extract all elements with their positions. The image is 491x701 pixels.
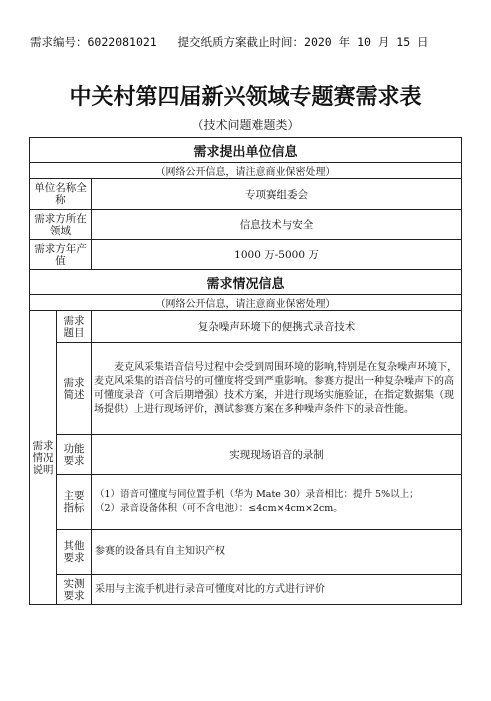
other-label: 其他要求 (57, 530, 92, 575)
summary-value: 麦克风采集语音信号过程中会受到周围环境的影响,特别是在复杂噪声环境下，麦克风采集的语音信号的可懂度将受到严重影响。参赛方提出一种复杂噪声下的高可懂度录音（可含后期增强）技术方案，并进行现场实施验证，在指定数据集（现场提供）上进行现场评价，测试参赛方案在多种噪声条件下的录音性能。 (92, 343, 462, 435)
table-row (30, 475, 462, 530)
function-label: 功能要求 (57, 435, 92, 475)
unit-section-title: 需求提出单位信息 (30, 138, 462, 163)
summary-label: 需求简述 (57, 343, 92, 435)
table-row (30, 240, 462, 270)
table-row (30, 435, 462, 475)
unit-name-value: 专项赛组委会 (92, 179, 462, 210)
page-title: 中关村第四届新兴领域专题赛需求表 (69, 85, 422, 110)
domain-label: 需求方所在领域 (30, 210, 92, 240)
indicator-value (92, 475, 462, 530)
unit-section-note: （网络公开信息，请注意商业保密处理） (30, 163, 462, 179)
table-row (30, 210, 462, 240)
test-label: 实测要求 (57, 575, 92, 605)
unit-section-title-row (30, 138, 462, 163)
demand-section-title: 需求情况信息 (30, 270, 462, 295)
deadline-label: 提交纸质方案截止时间： (177, 35, 305, 49)
demand-section-title-row (30, 270, 462, 295)
req-no-label: 需求编号： (30, 35, 88, 49)
demand-group-label: 需求情况说明 (30, 311, 57, 605)
output-label: 需求方年产值 (30, 240, 92, 270)
requirement-table (29, 137, 462, 605)
demand-section-note-row (30, 295, 462, 311)
unit-name-label: 单位名称全称 (30, 179, 92, 210)
indicator-label: 主要指标 (57, 475, 92, 530)
indicator-line-1: （1）语音可懂度与同位置手机（华为 Mate 30）录音相比：提升 5%以上； (95, 489, 419, 500)
output-value: 1000 万-5000 万 (92, 240, 462, 270)
domain-value: 信息技术与安全 (92, 210, 462, 240)
table-row (30, 530, 462, 575)
other-value: 参赛的设备具有自主知识产权 (92, 530, 462, 575)
deadline: 2020 年 10 月 15 日 (304, 35, 429, 49)
test-value: 采用与主流手机进行录音可懂度对比的方式进行评价 (92, 575, 462, 605)
indicator-line-2: （2）录音设备体积（可不含电池）：≤4cm×4cm×2cm。 (95, 503, 343, 514)
table-row (30, 311, 462, 343)
req-no: 6022081021 (87, 35, 157, 49)
topic-value: 复杂噪声环境下的便携式录音技术 (92, 311, 462, 343)
page-subtitle: （技术问题难题类） (191, 118, 300, 132)
table-row (30, 575, 462, 605)
table-row (30, 179, 462, 210)
demand-section-note: （网络公开信息，请注意商业保密处理） (30, 295, 462, 311)
header-line (30, 34, 429, 50)
topic-label: 需求题目 (57, 311, 92, 343)
function-value: 实现现场语音的录制 (92, 435, 462, 475)
table-row (30, 343, 462, 435)
unit-section-note-row (30, 163, 462, 179)
